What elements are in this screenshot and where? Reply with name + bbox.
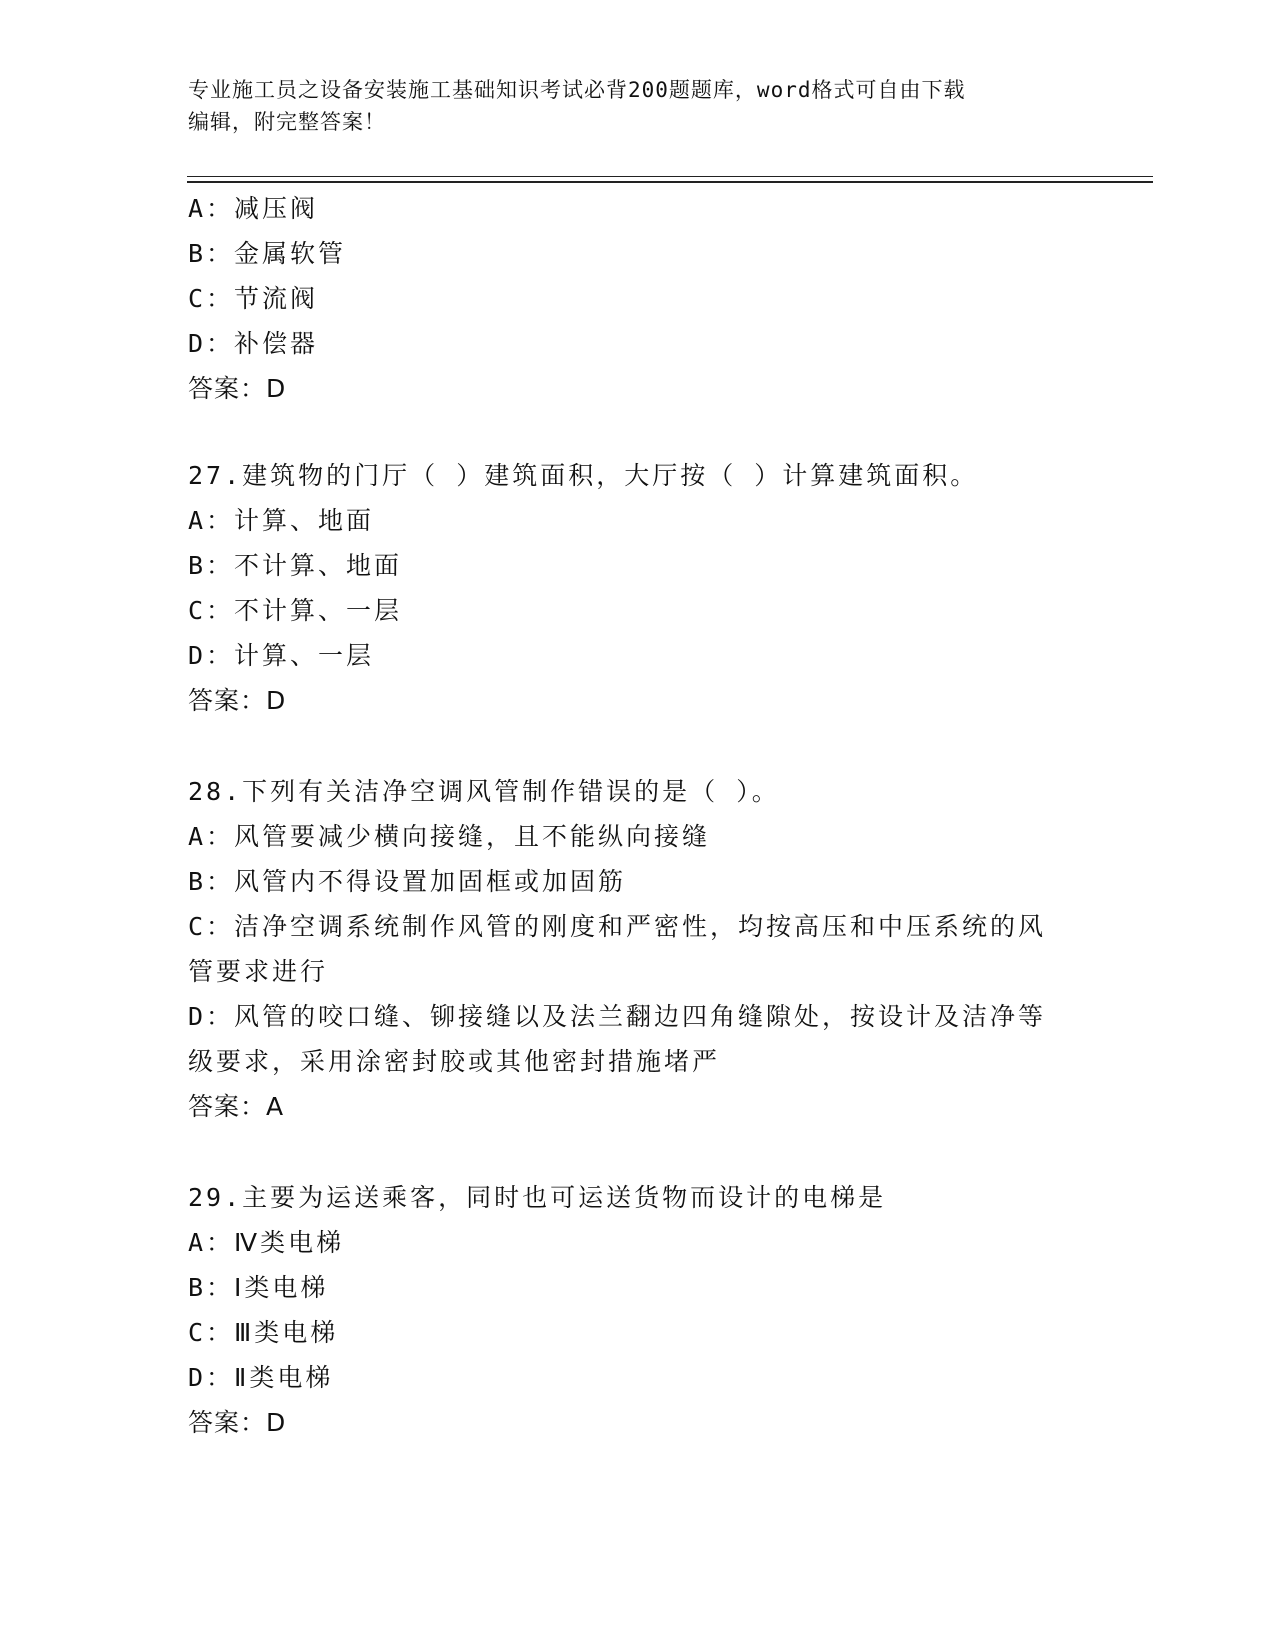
question-line: 27.建筑物的门厅（ ）建筑面积，大厅按（ ）计算建筑面积。 [188, 461, 979, 490]
header-rule-thin [187, 176, 1153, 177]
option-line-continued: 管要求进行 [188, 957, 329, 986]
option-line: D：Ⅱ类电梯 [188, 1363, 334, 1392]
option-line: A：减压阀 [188, 194, 319, 223]
option-line: B：不计算、地面 [188, 551, 403, 580]
option-line: A：计算、地面 [188, 506, 375, 535]
option-line: B：金属软管 [188, 239, 347, 268]
option-line: B：风管内不得设置加固框或加固筋 [188, 867, 627, 896]
option-line: A：Ⅳ类电梯 [188, 1228, 345, 1257]
answer-line: 答案：D [188, 1408, 287, 1437]
document-header [188, 74, 1068, 138]
answer-line: 答案：D [188, 374, 287, 403]
option-line: C：节流阀 [188, 284, 319, 313]
option-line: D：计算、一层 [188, 641, 375, 670]
option-line: C：不计算、一层 [188, 596, 403, 625]
option-line: B：Ⅰ类电梯 [188, 1273, 329, 1302]
header-line-2: 编辑，附完整答案！ [188, 110, 386, 134]
header-rule-thick [187, 181, 1153, 183]
option-line: A：风管要减少横向接缝，且不能纵向接缝 [188, 822, 711, 851]
answer-line: 答案：D [188, 686, 287, 715]
option-line-continued: 级要求，采用涂密封胶或其他密封措施堵严 [188, 1047, 721, 1076]
option-line: C：Ⅲ类电梯 [188, 1318, 339, 1347]
option-line: D：补偿器 [188, 329, 319, 358]
header-line-1: 专业施工员之设备安装施工基础知识考试必背200题题库，word格式可自由下载 [188, 78, 966, 102]
option-line: D：风管的咬口缝、铆接缝以及法兰翻边四角缝隙处，按设计及洁净等 [188, 1002, 1047, 1031]
option-line: C：洁净空调系统制作风管的刚度和严密性，均按高压和中压系统的风 [188, 912, 1047, 941]
answer-line: 答案：A [188, 1092, 285, 1121]
question-line: 29.主要为运送乘客，同时也可运送货物而设计的电梯是 [188, 1183, 887, 1212]
question-line: 28.下列有关洁净空调风管制作错误的是（ ）。 [188, 777, 780, 806]
